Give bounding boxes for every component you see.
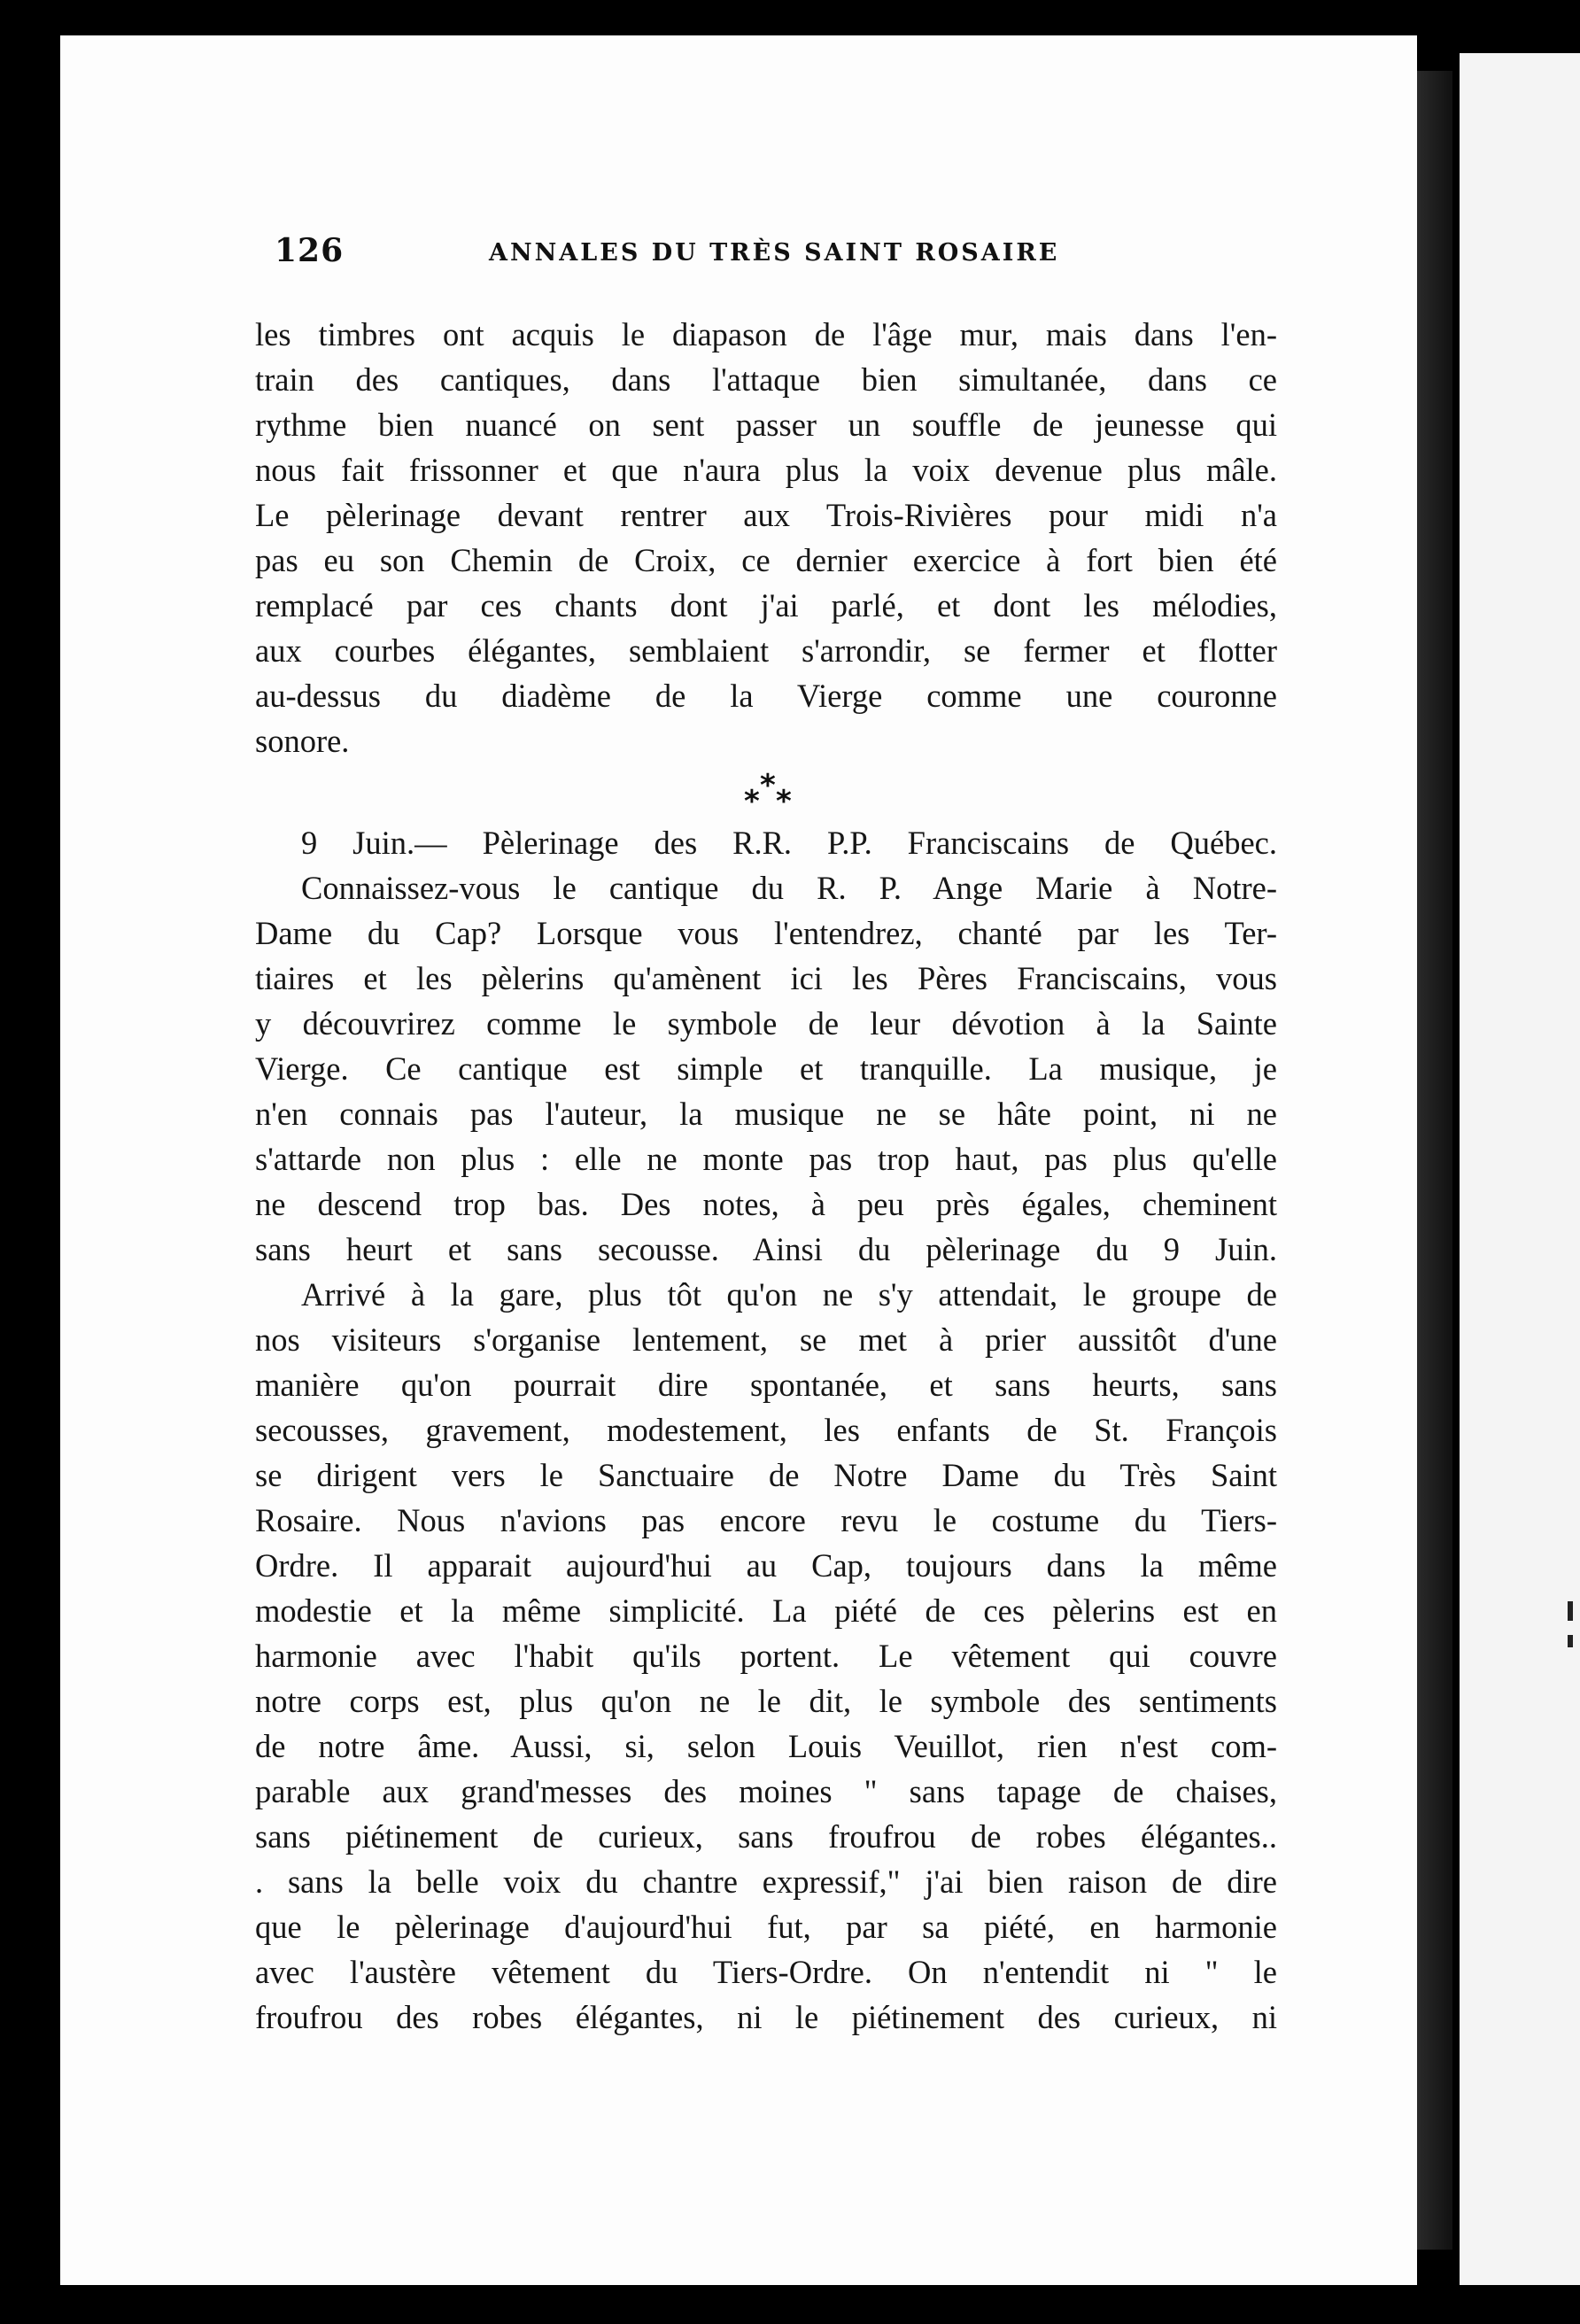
text-line: ne descend trop bas. Des notes, à peu près égales, cheminent [255, 1186, 1277, 1222]
text-line: harmonie avec l'habit qu'ils portent. Le vêtement qui couvre [255, 1638, 1277, 1674]
text-line: Arrivé à la gare, plus tôt qu'on ne s'y attendait, le groupe de [301, 1276, 1277, 1313]
text-line: Ordre. Il apparait aujourd'hui au Cap, toujours dans la même [255, 1547, 1277, 1584]
text-line: nous fait frissonner et que n'aura plus la voix devenue plus mâle. [255, 452, 1277, 488]
paragraph-3 [255, 1272, 1277, 2040]
text-line: manière qu'on pourrait dire spontanée, et sans heurts, sans [255, 1367, 1277, 1403]
text-line: aux courbes élégantes, semblaient s'arrondir, se fermer et flotter [255, 632, 1277, 669]
text-line: sans piétinement de curieux, sans froufrou de robes élégantes.. [255, 1818, 1277, 1855]
text-line: les timbres ont acquis le diapason de l'âge mur, mais dans l'en- [255, 316, 1277, 352]
text-line: pas eu son Chemin de Croix, ce dernier exercice à fort bien été [255, 542, 1277, 578]
running-title: ANNALES DU TRÈS SAINT ROSAIRE [489, 239, 1060, 267]
text-line: 9 Juin.— Pèlerinage des R.R. P.P. Franciscains de Québec. [301, 825, 1277, 861]
text-line: train des cantiques, dans l'attaque bien simultanée, dans ce [255, 361, 1277, 398]
text-line: avec l'austère vêtement du Tiers-Ordre. On n'entendit ni " le [255, 1954, 1277, 1990]
text-line: sonore. [255, 723, 350, 759]
text-line: tiaires et les pèlerins qu'amènent ici les Pères Franciscains, vous [255, 960, 1277, 996]
text-line: modestie et la même simplicité. La piété de ces pèlerins est en [255, 1592, 1277, 1629]
text-line: nos visiteurs s'organise lentement, se met à prier aussitôt d'une [255, 1321, 1277, 1358]
text-line: sans heurt et sans secousse. Ainsi du pèlerinage du 9 Juin. [255, 1231, 1277, 1267]
adjacent-page-mark [1568, 1635, 1573, 1647]
asterism-star: * [776, 784, 792, 819]
text-line: de notre âme. Aussi, si, selon Louis Veuillot, rien n'est com- [255, 1728, 1277, 1764]
running-header [275, 232, 1266, 275]
asterism-star: * [760, 768, 776, 803]
text-line: s'attarde non plus : elle ne monte pas trop haut, pas plus qu'elle [255, 1141, 1277, 1177]
text-line: remplacé par ces chants dont j'ai parlé, et dont les mélodies, [255, 587, 1277, 624]
text-line: rythme bien nuancé on sent passer un souffle de jeunesse qui [255, 407, 1277, 443]
paragraph-1 [255, 312, 1277, 763]
text-line: se dirigent vers le Sanctuaire de Notre Dame du Très Saint [255, 1457, 1277, 1493]
page-gutter-shadow [1417, 71, 1452, 2250]
text-line: froufrou des robes élégantes, ni le piétinement des curieux, ni [255, 1999, 1277, 2035]
text-line: au-dessus du diadème de la Vierge comme une couronne [255, 678, 1277, 714]
paragraph-2 [255, 820, 1277, 1272]
text-line: . sans la belle voix du chantre expressif," j'ai bien raison de dire [255, 1863, 1277, 1900]
adjacent-page-edge [1460, 53, 1580, 2285]
text-line: Rosaire. Nous n'avions pas encore revu le costume du Tiers- [255, 1502, 1277, 1538]
text-line: Connaissez-vous le cantique du R. P. Ange Marie à Notre- [301, 870, 1277, 906]
text-line: notre corps est, plus qu'on ne le dit, le symbole des sentiments [255, 1683, 1277, 1719]
text-line: n'en connais pas l'auteur, la musique ne se hâte point, ni ne [255, 1096, 1277, 1132]
text-line: Le pèlerinage devant rentrer aux Trois-Rivières pour midi n'a [255, 497, 1277, 533]
text-line: parable aux grand'messes des moines " sans tapage de chaises, [255, 1773, 1277, 1809]
page-number: 126 [275, 232, 345, 269]
page-body-text [255, 312, 1277, 2040]
adjacent-page-mark [1568, 1601, 1573, 1621]
asterism-star: * [744, 784, 760, 819]
text-line: secousses, gravement, modestement, les enfants de St. François [255, 1412, 1277, 1448]
text-line: que le pèlerinage d'aujourd'hui fut, par sa piété, en harmonie [255, 1909, 1277, 1945]
section-separator-asterism [255, 763, 1277, 820]
text-line: Dame du Cap? Lorsque vous l'entendrez, chanté par les Ter- [255, 915, 1277, 951]
text-line: y découvrirez comme le symbole de leur dévotion à la Sainte [255, 1005, 1277, 1042]
text-line: Vierge. Ce cantique est simple et tranquille. La musique, je [255, 1050, 1277, 1087]
